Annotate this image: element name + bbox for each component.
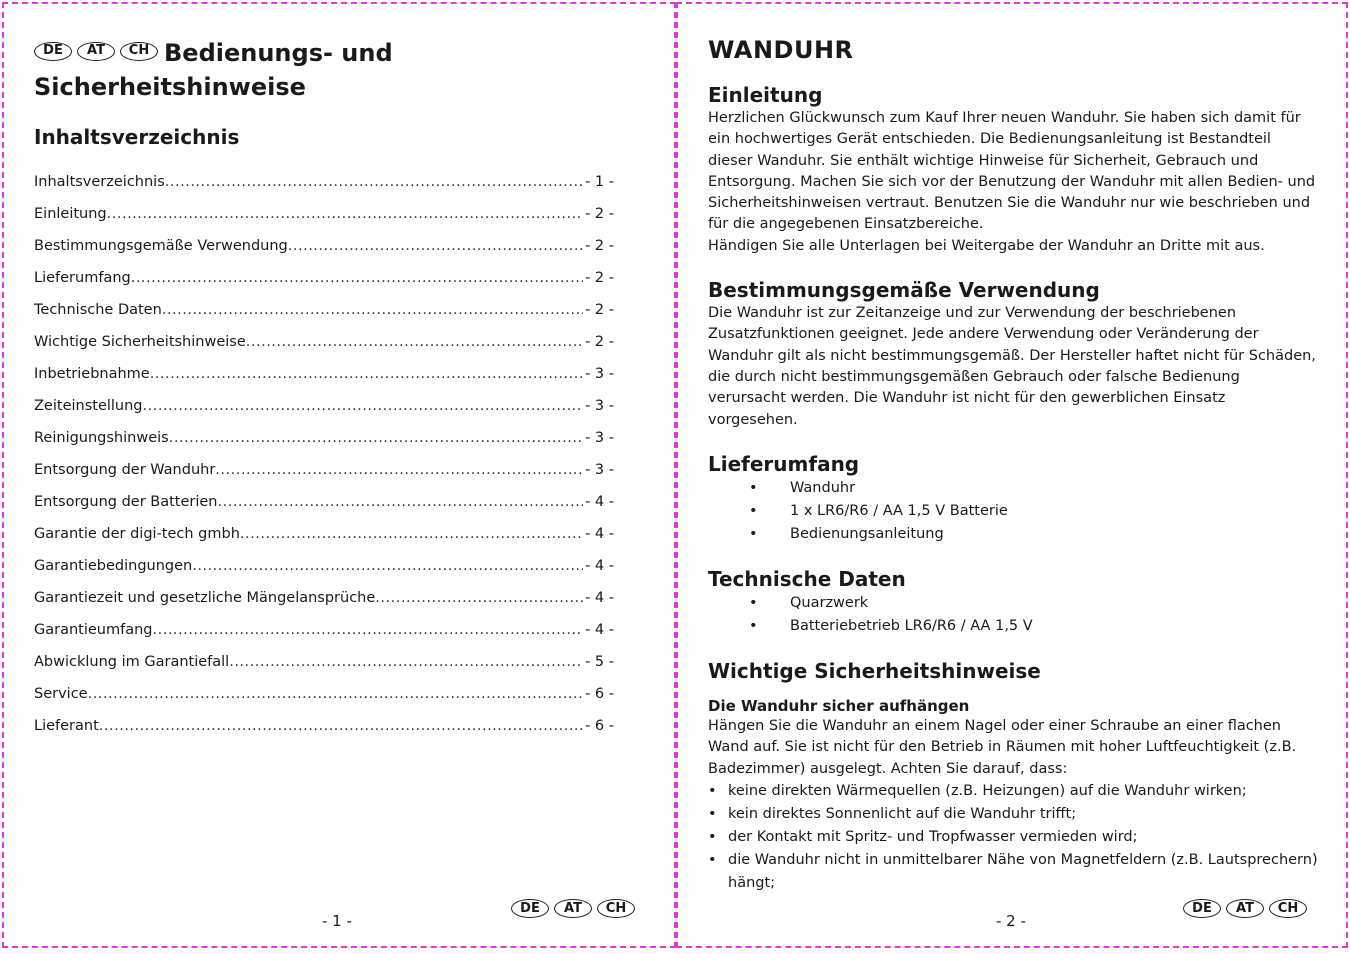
- toc-entry-page: - 4 -: [585, 494, 614, 510]
- toc-entry-label: Service: [34, 686, 88, 702]
- country-badges: [34, 42, 158, 61]
- toc-entry[interactable]: [34, 494, 614, 526]
- left-page: [2, 2, 676, 948]
- country-badge-de: DE: [511, 899, 549, 918]
- list-item: • Batteriebetrieb LR6/R6 / AA 1,5 V: [708, 615, 1318, 638]
- section-heading-technische-daten: Technische Daten: [708, 566, 906, 591]
- toc-entry-page: - 4 -: [585, 526, 614, 542]
- toc-entry-label: Einleitung: [34, 206, 107, 222]
- verwendung-text: Die Wanduhr ist zur Zeitanzeige und zur Verwendung der beschriebenen Zusatzfunktionen geeignet. Jede andere Verwendung oder Veränderung der Wanduhr gilt als nicht bestimmungsgemäß. Der Hersteller haftet nicht für Schäden, die durch nicht bestimmungsgemäßen Gebrauch oder falsche Bedienung verursacht werden. Die Wanduhr ist nicht für den gewerblichen Einsatz vorgesehen.: [708, 305, 1316, 428]
- toc-entry-label: Inhaltsverzeichnis: [34, 174, 165, 190]
- section-heading-verwendung: Bestimmungsgemäße Verwendung: [708, 278, 1100, 303]
- list-item: • die Wanduhr nicht in unmittelbarer Nähe von Magnetfeldern (z.B. Lautsprechern) hängt;: [708, 849, 1318, 895]
- toc-entry[interactable]: [34, 366, 614, 398]
- footer-country-badges: [511, 899, 635, 918]
- technische-daten-list: [708, 592, 1318, 638]
- subheading-aufhaengen: Die Wanduhr sicher aufhängen: [708, 696, 970, 715]
- toc-entry[interactable]: [34, 334, 614, 366]
- country-badge-ch: CH: [120, 42, 158, 61]
- footer-country-badges: [1183, 899, 1307, 918]
- toc-entry-label: Garantie der digi-tech gmbh: [34, 526, 240, 542]
- toc-entry-page: - 6 -: [585, 718, 614, 734]
- toc-entry-label: Garantiebedingungen: [34, 558, 193, 574]
- toc-entry-label: Technische Daten: [34, 302, 162, 318]
- page-number: - 2 -: [996, 912, 1026, 930]
- right-page: [676, 2, 1348, 948]
- toc-entry-page: - 2 -: [585, 302, 614, 318]
- toc-entry-label: Lieferumfang: [34, 270, 131, 286]
- right-page-content: [708, 36, 1318, 895]
- toc-entry-page: - 2 -: [585, 238, 614, 254]
- list-item: • kein direktes Sonnenlicht auf die Wanduhr trifft;: [708, 803, 1318, 826]
- toc-entry-label: Zeiteinstellung: [34, 398, 143, 414]
- document-title-text: Bedienungs- und Sicherheitshinweise: [34, 39, 393, 101]
- list-item: • Quarzwerk: [708, 592, 1318, 615]
- toc-entry-label: Abwicklung im Garantiefall: [34, 654, 230, 670]
- toc-entry[interactable]: [34, 174, 614, 206]
- toc-entry[interactable]: [34, 462, 614, 494]
- country-badge-at: AT: [77, 42, 115, 61]
- toc-entry-page: - 3 -: [585, 430, 614, 446]
- section-heading-einleitung: Einleitung: [708, 83, 823, 107]
- toc-entry[interactable]: [34, 686, 614, 718]
- table-of-contents: [34, 174, 614, 750]
- toc-entry-page: - 1 -: [585, 174, 614, 190]
- toc-entry-label: Entsorgung der Batterien: [34, 494, 218, 510]
- toc-entry-page: - 2 -: [585, 334, 614, 350]
- toc-entry[interactable]: [34, 590, 614, 622]
- toc-entry-page: - 3 -: [585, 462, 614, 478]
- country-badge-at: AT: [554, 899, 592, 918]
- list-item: • der Kontakt mit Spritz- und Tropfwasser vermieden wird;: [708, 826, 1318, 849]
- sicherheit-list: [708, 780, 1318, 895]
- toc-entry-page: - 5 -: [585, 654, 614, 670]
- einleitung-text: Herzlichen Glückwunsch zum Kauf Ihrer neuen Wanduhr. Sie haben sich damit für ein hochwertiges Gerät entschieden. Die Bedienungsanleitung ist Bestandteil dieser Wanduhr. Sie enthält wichtige Hinweise für Sicherheit, Gebrauch und Entsorgung. Machen Sie sich vor der Benutzung der Wanduhr mit allen Bedien- und Sicherheitshinweisen vertraut. Benutzen Sie die Wanduhr nur wie beschrieben und für die angegebenen Einsatzbereiche. Händigen Sie alle Unterlagen bei Weitergabe der Wanduhr an Dritte mit aus.: [708, 110, 1316, 254]
- toc-entry-label: Wichtige Sicherheitshinweise: [34, 334, 246, 350]
- list-item: • 1 x LR6/R6 / AA 1,5 V Batterie: [708, 500, 1318, 523]
- toc-entry-page: - 3 -: [585, 366, 614, 382]
- toc-entry-page: - 2 -: [585, 206, 614, 222]
- toc-entry-label: Garantiezeit und gesetzliche Mängelansprüche: [34, 590, 376, 606]
- toc-entry-label: Entsorgung der Wanduhr: [34, 462, 216, 478]
- country-badge-de: DE: [1183, 899, 1221, 918]
- country-badge-at: AT: [1226, 899, 1264, 918]
- toc-entry[interactable]: [34, 302, 614, 334]
- product-title: WANDUHR: [708, 36, 854, 64]
- toc-entry[interactable]: [34, 526, 614, 558]
- list-item: • Wanduhr: [708, 477, 1318, 500]
- toc-entry[interactable]: [34, 398, 614, 430]
- toc-entry-page: - 4 -: [585, 558, 614, 574]
- document-title: [34, 36, 534, 104]
- toc-entry[interactable]: [34, 238, 614, 270]
- toc-entry-page: - 6 -: [585, 686, 614, 702]
- toc-entry[interactable]: [34, 718, 614, 750]
- toc-entry-label: Inbetriebnahme: [34, 366, 150, 382]
- section-heading-sicherheit: Wichtige Sicherheitshinweise: [708, 658, 1041, 683]
- toc-entry[interactable]: [34, 558, 614, 590]
- toc-heading: Inhaltsverzeichnis: [34, 125, 240, 149]
- sicherheit-text: Hängen Sie die Wanduhr an einem Nagel oder einer Schraube an einer flachen Wand auf. Sie ist nicht für den Betrieb in Räumen mit hoher Luftfeuchtigkeit (z.B. Badezimmer) ausgelegt. Achten Sie darauf, dass:: [708, 717, 1297, 777]
- country-badge-de: DE: [34, 42, 72, 61]
- lieferumfang-list: [708, 477, 1318, 546]
- toc-entry-page: - 4 -: [585, 590, 614, 606]
- list-item: • keine direkten Wärmequellen (z.B. Heizungen) auf die Wanduhr wirken;: [708, 780, 1318, 803]
- toc-entry-label: Bestimmungsgemäße Verwendung: [34, 238, 288, 254]
- toc-entry-page: - 4 -: [585, 622, 614, 638]
- toc-entry-page: - 3 -: [585, 398, 614, 414]
- toc-entry[interactable]: [34, 654, 614, 686]
- list-item: • Bedienungsanleitung: [708, 523, 1318, 546]
- toc-entry-label: Reinigungshinweis: [34, 430, 169, 446]
- toc-entry-page: - 2 -: [585, 270, 614, 286]
- country-badge-ch: CH: [597, 899, 635, 918]
- page-number: - 1 -: [322, 912, 352, 930]
- toc-entry[interactable]: [34, 622, 614, 654]
- toc-entry[interactable]: [34, 270, 614, 302]
- toc-entry[interactable]: [34, 206, 614, 238]
- toc-entry[interactable]: [34, 430, 614, 462]
- section-heading-lieferumfang: Lieferumfang: [708, 451, 860, 476]
- toc-entry-label: Lieferant: [34, 718, 99, 734]
- country-badge-ch: CH: [1269, 899, 1307, 918]
- toc-entry-label: Garantieumfang: [34, 622, 153, 638]
